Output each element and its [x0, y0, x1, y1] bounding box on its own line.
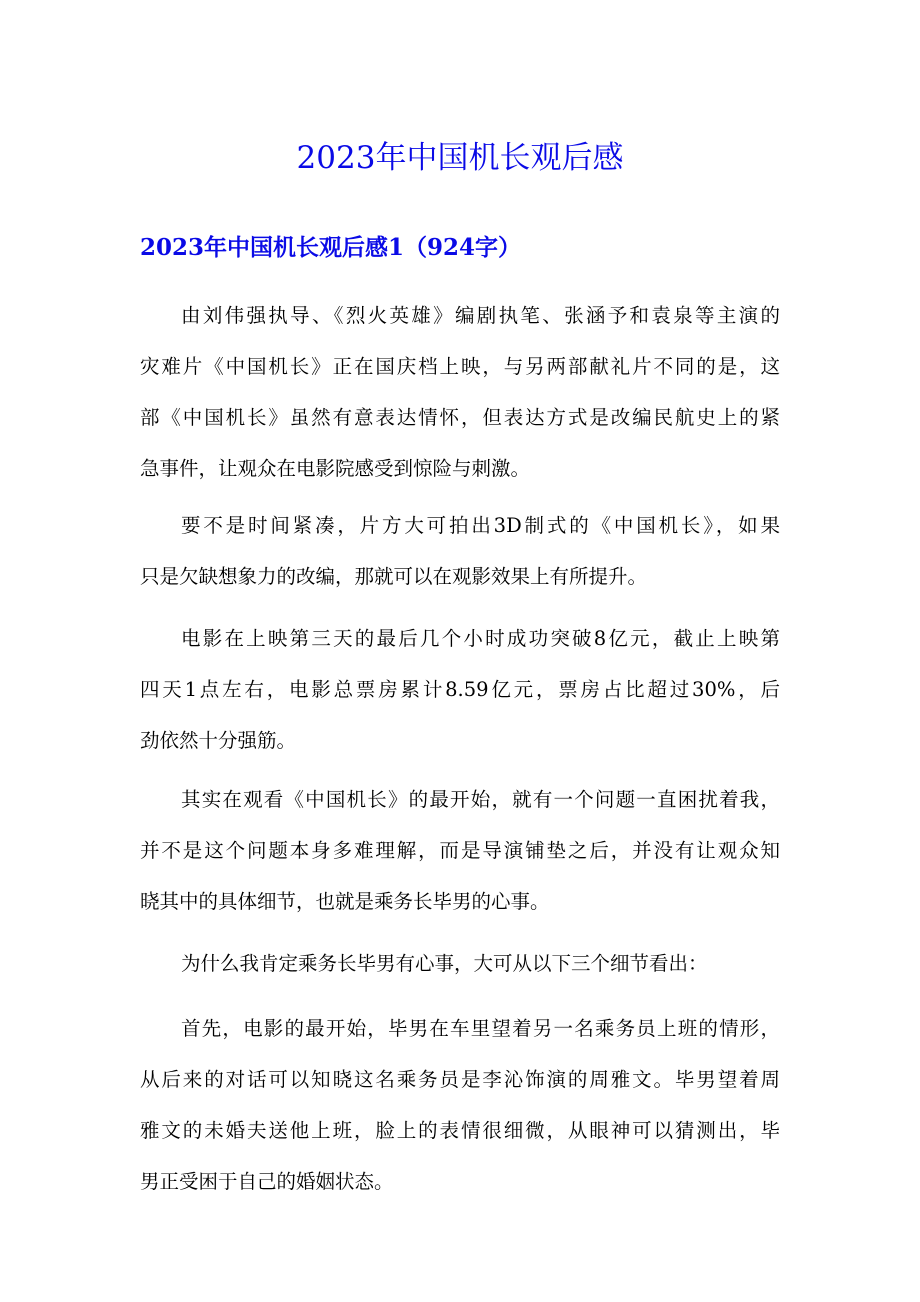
- paragraph-4: [140, 774, 780, 927]
- paragraph-line: 电影在上映第三天的最后几个小时成功突破8亿元，截止上映第: [181, 627, 780, 650]
- paragraph-5: [140, 938, 780, 989]
- paragraph-3: [140, 613, 780, 766]
- paragraph-1: [140, 290, 780, 494]
- paragraph-line: 四天1点左右，电影总票房累计8.59亿元，票房占比超过30%，后: [140, 678, 780, 701]
- paragraph-line: 只是欠缺想象力的改编，那就可以在观影效果上有所提升。: [140, 565, 648, 588]
- section-heading: 2023年中国机长观后感1（924字）: [140, 234, 522, 261]
- paragraph-line: 劲依然十分强筋。: [140, 729, 297, 752]
- paragraph-2: [140, 500, 780, 602]
- paragraph-line: 灾难片《中国机长》正在国庆档上映，与另两部献礼片不同的是，这: [140, 355, 780, 378]
- paragraph-line: 由刘伟强执导、《烈火英雄》编剧执笔、张涵予和袁泉等主演的: [181, 304, 780, 327]
- paragraph-line: 从后来的对话可以知晓这名乘务员是李沁饰演的周雅文。毕男望着周: [140, 1068, 780, 1091]
- paragraph-line: 为什么我肯定乘务长毕男有心事，大可从以下三个细节看出：: [181, 952, 708, 975]
- paragraph-line: 急事件，让观众在电影院感受到惊险与刺激。: [140, 457, 531, 480]
- paragraph-line: 晓其中的具体细节，也就是乘务长毕男的心事。: [140, 890, 550, 913]
- paragraph-line: 男正受困于自己的婚姻状态。: [140, 1170, 394, 1193]
- paragraph-6: [140, 1003, 780, 1207]
- paragraph-line: 首先，电影的最开始，毕男在车里望着另一名乘务员上班的情形，: [181, 1017, 780, 1040]
- document-title: 2023年中国机长观后感: [296, 140, 624, 176]
- paragraph-line: 要不是时间紧凑，片方大可拍出3D制式的《中国机长》，如果: [181, 514, 780, 537]
- paragraph-line: 部《中国机长》虽然有意表达情怀，但表达方式是改编民航史上的紧: [140, 406, 780, 429]
- paragraph-line: 其实在观看《中国机长》的最开始，就有一个问题一直困扰着我，: [181, 788, 780, 811]
- paragraph-line: 雅文的未婚夫送他上班，脸上的表情很细微，从眼神可以猜测出，毕: [140, 1119, 780, 1142]
- paragraph-line: 并不是这个问题本身多难理解，而是导演铺垫之后，并没有让观众知: [140, 839, 780, 862]
